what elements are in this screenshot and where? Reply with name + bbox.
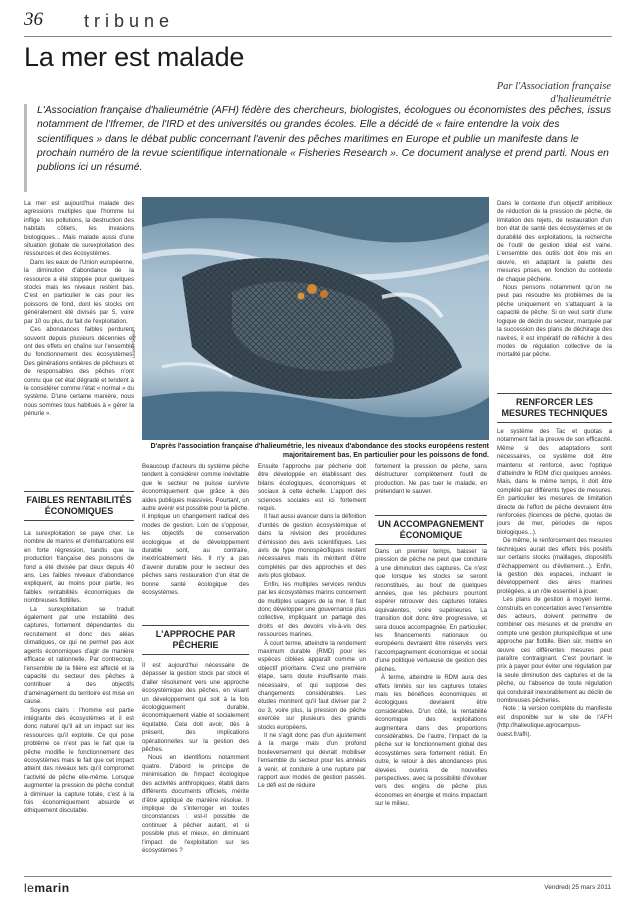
paragraph: La surexploitation se traduit également par une instabilité des captures, fortement dépendantes du recrutement et donc des aléas climatiques, ce qui ne permet pas aux agents économiques d'agir de manière efficace et rationnelle. Par contrecoup, l'ensemble de la filière est affecté et la capacité du secteur des pêches à contribuer à des objectifs d'aménagement du territoire est mise en cause. (24, 605, 134, 706)
paragraph: Ensuite l'approche par pêcherie doit être développée en établissant des bilans écologiques, économiques et sociaux à cette échelle. L'apport des sciences sociales est ici fortement requis. (258, 463, 366, 513)
footer-rule (24, 876, 612, 877)
issue-date: Vendredi 25 mars 2011 (544, 884, 611, 891)
paragraph: La surexploitation se paye cher. Le nombre de marins et d'embarcations est en forte régression, tandis que la production française des poissons de fond a été divisée par deux depuis 40 ans. Les faibles niveaux d'abondance expliquent, au moins pour partie, les faibles rentabilités économiques de nombreuses flottilles. (24, 530, 134, 605)
paragraph: Dans le contexte d'un objectif ambitieux de réduction de la pression de pêche, de limitation des rejets, de restauration d'un bon état de santé des écosystèmes et de durabilité des exploitations, la recherche de l'outil de gestion idéal est vaine. L'ensemble des outils doit être mis en œuvre, en adaptant la palette des mesures prises, en fonction du contexte de chaque pêcherie. (497, 200, 612, 283)
paragraph: fortement la pression de pêche, sans déstructurer complètement l'outil de production. Ne pas tuer le malade, en prétendant le sauver. (375, 463, 487, 496)
subhead-faibles-rentabilites: FAIBLES RENTABILITÉS ÉCONOMIQUES (24, 491, 134, 521)
logo-main: marin (34, 881, 70, 895)
article-photo (142, 197, 489, 440)
paragraph: Soyons clairs : l'homme est partie intégrante des écosystèmes et il est donc naturel qu'il ait un impact sur les ressources qu'il exploite. Ce qui pose problème ce n'est pas le fait que la pêche modifie le fonctionnement des écosystèmes mais le fait que cet impact atteint des niveaux tels qu'il compromet l'activité de pêche elle-même. Lorsque augmenter la pression de pêche conduit à diminuer la capture totale, c'est à la fois économiquement absurde et éthiquement discutable. (24, 706, 134, 815)
column-3 (258, 463, 366, 791)
paragraph: Nous pensons notamment qu'on ne peut pas résoudre les problèmes de la pêche uniquement en s'attaquant à la capacité de pêche. Si on veut sortir d'une logique de déclin du secteur, marquée par la succession des plans de déchirage des navires, il est impératif de réfléchir à des modes de régulation collective de la mortalité par pêche. (497, 284, 612, 359)
column-5 (497, 200, 612, 360)
magazine-logo (24, 881, 70, 895)
byline: Par l'Association française d'halieumétrie (496, 81, 611, 105)
photo-credit: Lionel Flageul (131, 329, 136, 358)
paragraph: À terme, atteindre le RDM aura des effets limités sur les captures totales mais les bénéfices économiques et écologiques devraient être considérables. D'un côté, la rentabilité économique des exploitations augmentera dans des proportions considérables. De l'autre, l'impact de la pêche sur le fonctionnement global des écosystèmes sera fortement réduit. En outre, le retour à des abondances plus élevées ouvrira de nouvelles perspectives, avec la possibilité d'évoluer vers des engins de pêche plus économes en énergie et moins impactant sur le milieu. (375, 674, 487, 808)
paragraph: Enfin, les multiples services rendus par les écosystèmes marins concernent de multiples usagers de la mer. Il faut donc développer une gouvernance plus collective, impliquant un partage des droits et des devoirs vis-à-vis des ressources marines. (258, 580, 366, 639)
article-intro: L'Association française d'halieumétrie (AFH) fédère des chercheurs, biologistes, écologues ou économistes des pêches, issus notamment de l'Ifremer, de l'IRD et des universités ou grandes écoles. Elle a décidé de « faire entendre la voix des scientifiques » dans le débat public concernant l'avenir des pêches maritimes en Europe et publie un manifeste dans le prochain numéro de la revue scientifique internationale « Fisheries Research ». Ce document analyse et prend parti. Nous en publions ici un résumé. (24, 104, 612, 192)
paragraph: Note : la version complète du manifeste est disponible sur le site de l'AFH (http://halieutique.agrocampus-ouest.fr/afh). (497, 705, 612, 738)
paragraph: La mer est aujourd'hui malade des agressions multiples que l'homme lui inflige : les pollutions, la destruction des habitats côtiers, les invasions biologiques... Mais malade aussi d'une situation globale de surexploitation des ressources et des écosystèmes. (24, 200, 134, 258)
fishing-net-photo (142, 197, 489, 440)
column-2-continued (142, 662, 249, 855)
column-5-continued (497, 428, 612, 739)
paragraph: Dans les eaux de l'Union européenne, la diminution d'abondance de la ressource a été stoppée pour quelques stocks mais les niveaux restent bas. C'est en particulier le cas pour les poissons de fond, dont les stocks ont généralement été divisés par 5, voire par 10 ou plus, du fait de l'exploitation. (24, 258, 134, 325)
column-2 (142, 463, 249, 598)
paragraph: Il ne s'agit donc pas d'un ajustement à la marge mais d'un profond bouleversement qui devrait mobiliser l'ensemble du secteur pour les années à venir, et conduire à une rupture par rapport aux modes de gestion passés. Le défi est de réduire (258, 732, 366, 790)
rubric-label: tribune (84, 11, 175, 31)
paragraph: Beaucoup d'acteurs du système pêche tendent à considérer comme inévitable que le secteur ne puisse survivre économiquement que grâce à des aides publiques massives. Pourtant, un autre avenir est possible pour la pêche. Il implique un changement radical des modes de gestion. Loin de s'opposer, les objectifs de conservation écologique et de développement durable sont, au contraire, inextricablement liés. Il n'y a pas d'avenir durable pour le secteur des pêches sans restauration d'un état de bonne santé écologique des écosystèmes. (142, 463, 249, 597)
subhead-accompagnement-economique: UN ACCOMPAGNEMENT ÉCONOMIQUE (375, 515, 487, 545)
paragraph: Les plans de gestion à moyen terme, construits en concertation avec l'ensemble des acteurs, doivent permettre de combiner ces mesures et de prendre en compte une gestion plurispécifique et une approche par flottille. Bien sûr, mettre en œuvre ces différentes mesures peut paraître contraignant. C'est pourtant le prix à payer pour éviter une régulation par la seule diminution des captures et de la pêche, ou l'absence de toute régulation qui conduirait inexorablement au déclin de nombreuses pêcheries. (497, 596, 612, 704)
page-number: 36 (24, 9, 43, 30)
article-title: La mer est malade (24, 42, 245, 72)
column-1-continued (24, 530, 134, 816)
paragraph: Nous en identifions notamment quatre. D'abord le principe de minimisation de l'impact écologique des activités anthropiques, établi dans différents documents officiels, mérite d'être appliqué de manière résolue. Il implique de s'interroger en toutes circonstances : est-il possible de continuer à pêcher autant, et si possible plus et mieux, en diminuant l'impact de l'exploitation sur les écosystèmes ? (142, 754, 249, 854)
column-4-continued (375, 548, 487, 809)
paragraph: Dans un premier temps, baisser la pression de pêche ne peut que conduire à une diminution des captures. Ce n'est que lorsque les stocks se seront reconstitués, au bout de quelques années, que les pêcheurs pourront espérer retrouver des captures totales équivalentes, voire supérieures. La transition doit donc être progressive, et sera douce accompagnée. En particulier, les financements nationaux ou européens devraient être réservés vers l'accompagnement économique et social d'une politique vertueuse de gestion des pêches. (375, 548, 487, 673)
column-1 (24, 200, 134, 419)
paragraph: À court terme, atteindre la rendement maximum durable (RMD) pour les espèces ciblées apparaît comme un objectif prioritaire. C'est une première étape, sans doute insuffisante mais nécessaire, et qui suppose des changements considérables. Les études montrent qu'il faut diviser par 2 ou 3, voire plus, la pression de pêche exercée sur plusieurs des grands stocks européens. (258, 639, 366, 731)
paragraph: Le système des Tac et quotas a notamment fait la preuve de son efficacité. Même si des adaptations sont nécessaires, ce système doit être maintenu et renforcé, avec l'optique d'atteindre le RDM d'ici quelques années. Mais, dans le même temps, il doit être complété par différents types de mesures. En particulier les mesures de limitation directe de l'effort de pêche devraient être renforcées (licences de pêche, quotas de jours de mer, périodes de repos biologiques...). (497, 428, 612, 536)
header-rule (24, 36, 612, 37)
paragraph: De même, le renforcement des mesures techniques aurait des effets très positifs sur certains stocks (maillages, dispositifs d'échappement ou d'évitement...). Enfin, la gestion des espaces, incluant le développement des aires marines protégées, a un rôle essentiel à jouer. (497, 537, 612, 595)
photo-caption: D'après l'association française d'halieumétrie, les niveaux d'abondance des stocks européens restent majoritairement bas. En particulier pour les poissons de fond. (150, 443, 489, 459)
paragraph: Il faut aussi avancer dans la définition d'unités de gestion écosystémique et dans la révision des procédures d'émission des avis scientifiques. Les avis de type monospécifiques restent nécessaires mais ils méritent d'être complétés par des approches et des avis plus globaux. (258, 513, 366, 580)
subhead-approche-pecherie: L'APPROCHE PAR PÊCHERIE (142, 625, 249, 655)
paragraph: Ces abondances faibles perdurent souvent depuis plusieurs décennies et ont des effets en chaîne sur l'ensemble du fonctionnement des écosystèmes. Des générations entières de pêcheurs et de responsables des pêches n'ont connu que cet état dégradé et tendent à le considérer comme l'état « normal » du système. D'une certaine manière, nous nous sommes tous habitués à « gérer la pénurie ». (24, 326, 134, 418)
logo-prefix: le (24, 881, 35, 895)
subhead-renforcer-mesures: RENFORCER LES MESURES TECHNIQUES (497, 393, 612, 423)
column-4 (375, 463, 487, 497)
paragraph: Il est aujourd'hui nécessaire de dépasser la gestion stock par stock et d'aller résolument vers une approche écosystémique des pêches, en visant un développement qui soit à la fois écologiquement durable, économiquement viable et socialement équitable. Cela doit avoir, dès à présent, des implications opérationnelles sur la gestion des pêches. (142, 662, 249, 754)
